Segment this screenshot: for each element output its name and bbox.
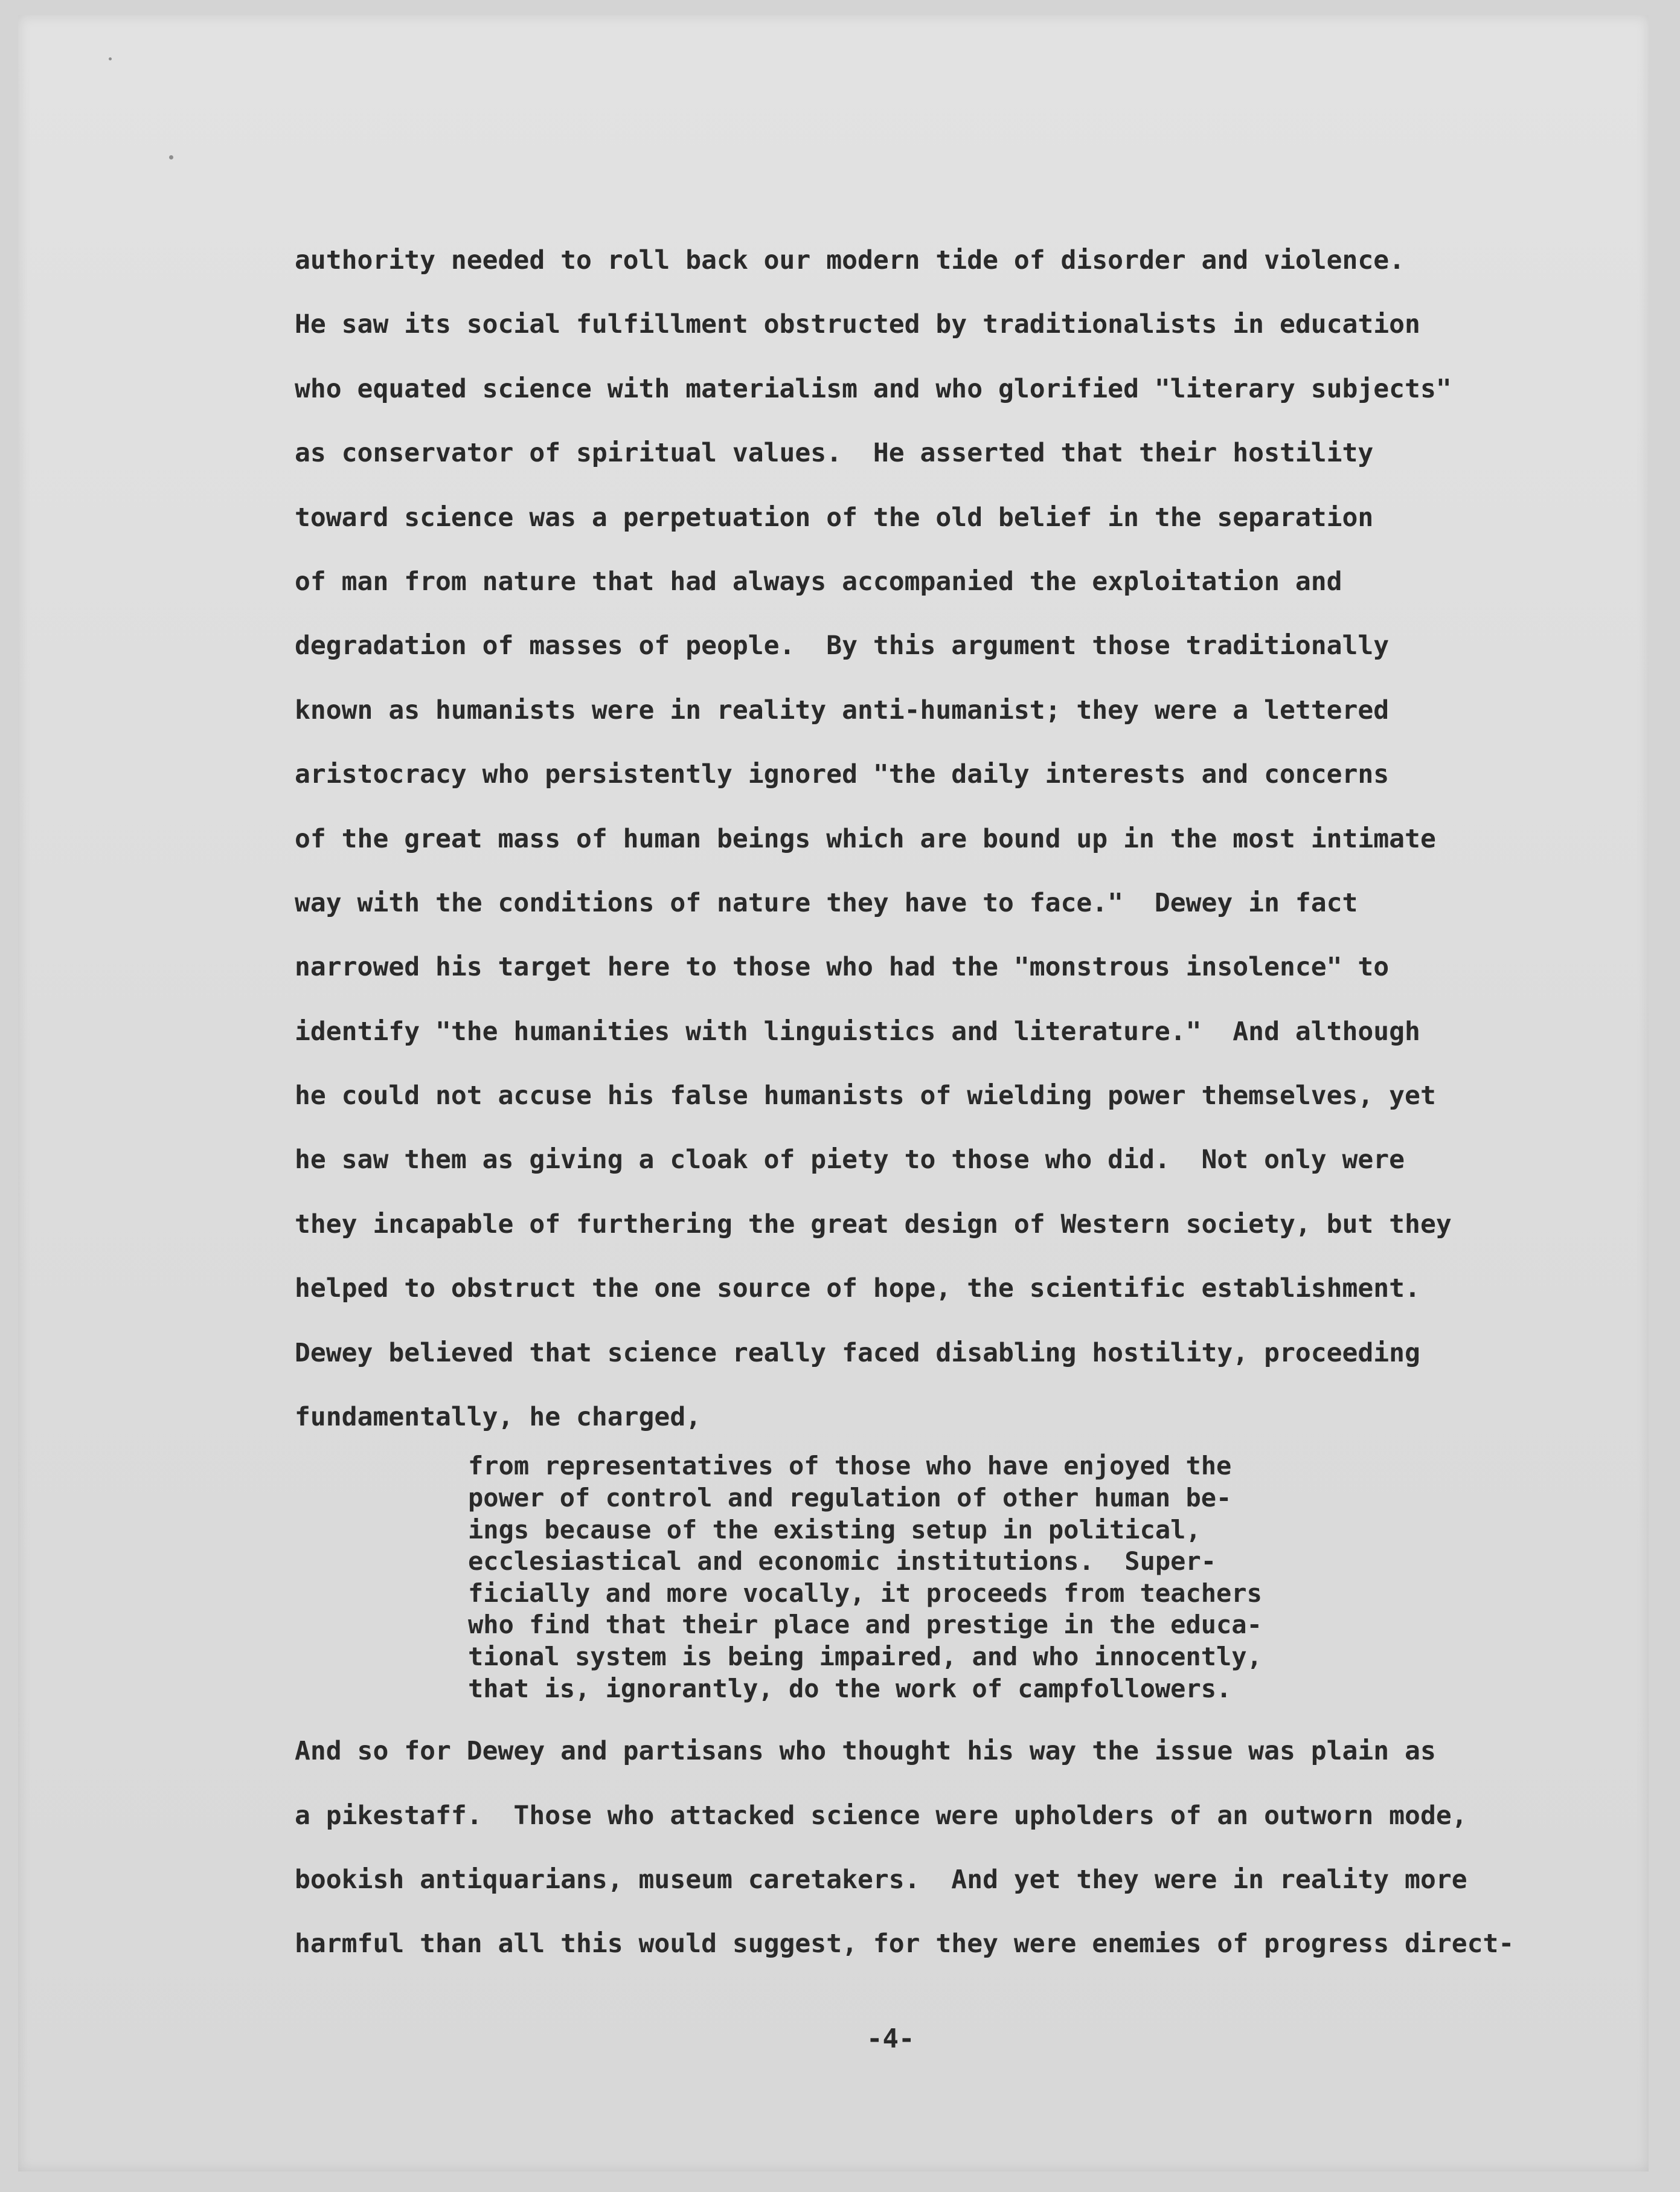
text-line: narrowed his target here to those who had the "monstrous insolence" to — [295, 952, 1390, 983]
text-line: way with the conditions of nature they have to face." Dewey in fact — [295, 887, 1358, 918]
quote-line: who find that their place and prestige in the educa- — [468, 1610, 1262, 1640]
quote-line: from representatives of those who have enjoyed the — [468, 1451, 1232, 1481]
quote-line: ecclesiastical and economic institutions. Super- — [468, 1546, 1217, 1577]
text-line: known as humanists were in reality anti-humanist; they were a lettered — [295, 695, 1390, 725]
quote-line: ficially and more vocally, it proceeds from teachers — [468, 1578, 1262, 1608]
document-text — [295, 228, 1557, 1976]
text-line: And so for Dewey and partisans who thought his way the issue was plain as — [295, 1736, 1436, 1767]
text-line: identify "the humanities with linguistics and literature." And although — [295, 1016, 1420, 1047]
text-line: authority needed to roll back our modern tide of disorder and violence. — [295, 245, 1405, 275]
block-quote — [468, 1450, 1557, 1705]
quote-line: power of control and regulation of other human be- — [468, 1483, 1232, 1513]
text-line: bookish antiquarians, museum caretakers. And yet they were in reality more — [295, 1864, 1467, 1895]
text-line: of man from nature that had always accompanied the exploitation and — [295, 566, 1342, 597]
text-line: harmful than all this would suggest, for they were enemies of progress direct- — [295, 1929, 1515, 1959]
text-line: of the great mass of human beings which are bound up in the most intimate — [295, 823, 1436, 854]
text-line: degradation of masses of people. By this argument those traditionally — [295, 631, 1390, 661]
dust-speck — [109, 57, 112, 60]
quote-line: that is, ignorantly, do the work of campfollowers. — [468, 1673, 1232, 1703]
quote-line: ings because of the existing setup in political, — [468, 1514, 1201, 1544]
text-line: as conservator of spiritual values. He asserted that their hostility — [295, 438, 1374, 469]
quote-line: tional system is being impaired, and who innocently, — [468, 1641, 1262, 1671]
text-line: fundamentally, he charged, — [295, 1402, 702, 1433]
text-line: he could not accuse his false humanists of wielding power themselves, yet — [295, 1081, 1436, 1111]
text-line: helped to obstruct the one source of hope, the scientific establishment. — [295, 1273, 1420, 1304]
dust-speck — [169, 155, 173, 159]
text-line: He saw its social fulfillment obstructed by traditionalists in education — [295, 309, 1420, 340]
body-paragraph — [295, 228, 1557, 1449]
closing-paragraph — [295, 1719, 1557, 1976]
text-line: who equated science with materialism and who glorified "literary subjects" — [295, 373, 1452, 404]
text-line: he saw them as giving a cloak of piety to those who did. Not only were — [295, 1145, 1405, 1175]
text-line: aristocracy who persistently ignored "the daily interests and concerns — [295, 759, 1390, 790]
text-line: Dewey believed that science really faced disabling hostility, proceeding — [295, 1337, 1420, 1368]
text-line: a pikestaff. Those who attacked science were upholders of an outworn mode, — [295, 1800, 1467, 1831]
text-line: they incapable of furthering the great design of Western society, but they — [295, 1209, 1452, 1239]
page-number: -4- — [867, 2023, 915, 2054]
text-line: toward science was a perpetuation of the old belief in the separation — [295, 502, 1374, 533]
